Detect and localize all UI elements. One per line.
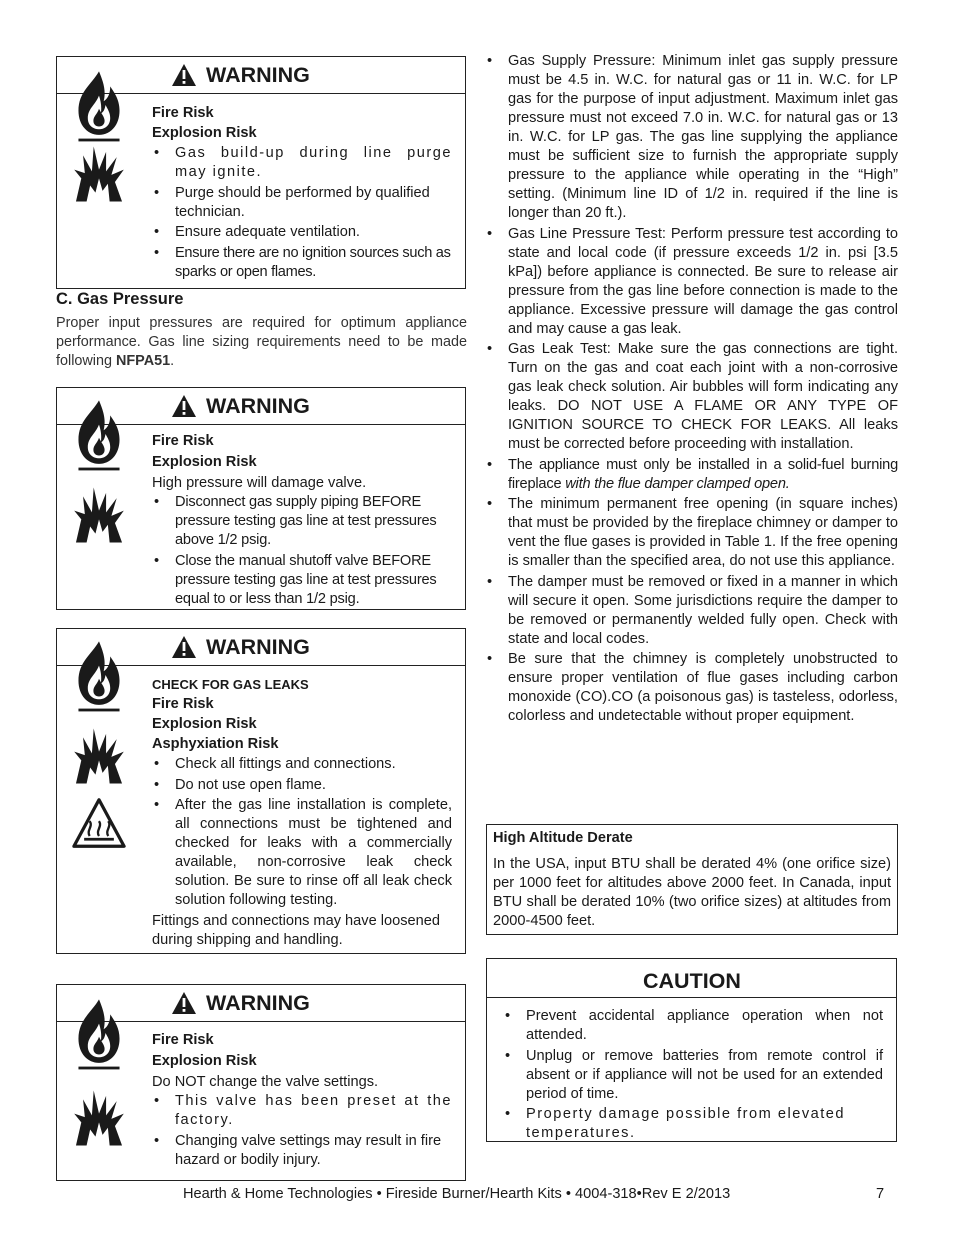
warning-title-text: WARNING [206, 991, 310, 1015]
high-altitude-box [486, 824, 898, 935]
nfpa-reference: NFPA51 [116, 353, 171, 369]
list-item: • The minimum permanent free opening (in square inches) that must be provided by the fireplace chimney or damper to vent the flue gases is provided in Table 1. If the free opening is smaller than the specified area, do not use this appliance. [485, 495, 898, 571]
warning-box-gas-leaks [56, 628, 466, 954]
warning-title [171, 393, 310, 419]
list-item: • Changing valve settings may result in fire hazard or bodily injury. [152, 1132, 452, 1170]
section-paragraph [56, 314, 467, 371]
warning-body [152, 675, 452, 950]
warning-box-valve [56, 984, 466, 1181]
high-altitude-text: In the USA, input BTU shall be derated 4% (one orifice size) per 1000 feet for altitudes above 2000 feet. In Canada, input BTU shall be derated 10% (two orifice sizes) at altitudes from 2000-4500 feet. [493, 856, 891, 929]
warning-triangle-icon [171, 635, 197, 659]
risk-asphyxiation: Asphyxiation Risk [152, 736, 279, 752]
list-item: • Purge should be performed by qualified technician. [152, 184, 452, 222]
list-item: • Unplug or remove batteries from remote control if absent or if appliance will not be used for an extended period of time. [503, 1047, 883, 1104]
list-item: • Property damage possible from elevated temperatures. [503, 1105, 883, 1143]
warning-body [152, 1031, 452, 1171]
hazard-icons [71, 637, 131, 849]
warning-intro: Do NOT change the valve settings. [152, 1074, 379, 1090]
fire-hazard-icon [71, 396, 127, 472]
paragraph-text: Proper input pressures are required for optimum appliance performance. Gas line sizing requirements need to be made following [56, 315, 467, 369]
warning-triangle-icon [171, 63, 197, 87]
section-heading: C. Gas Pressure [56, 290, 184, 308]
fire-hazard-icon [71, 637, 127, 713]
list-item: • Gas Line Pressure Test: Perform pressure test according to state and local code (if pressure exceeds 1/2 in. psi [3.5 kPa]) before appliance is connected. Be sure to release air pressure from the gas line before connection is made to the appliance. Excessive pressure will damage the gas control and may cause a gas leak. [485, 225, 898, 339]
list-item: • Gas build-up during line purge may ignite. [152, 144, 452, 182]
warning-box-purge [56, 56, 466, 289]
explosion-hazard-icon [71, 484, 127, 546]
caution-box [486, 958, 897, 1142]
warning-box-pressure [56, 387, 466, 610]
risk-fire: Fire Risk [152, 1032, 214, 1048]
warning-body [152, 432, 452, 610]
gas-requirements-list [485, 52, 898, 728]
hot-surface-icon [71, 797, 127, 849]
warning-triangle-icon [171, 991, 197, 1015]
caution-list [503, 1007, 883, 1145]
list-item-italic: with the flue damper clamped open. [565, 475, 790, 492]
risk-explosion: Explosion Risk [152, 1053, 257, 1069]
risk-fire: Fire Risk [152, 696, 214, 712]
high-altitude-title: High Altitude Derate [493, 830, 633, 846]
list-item: • After the gas line installation is complete, all connections must be tightened and checked for leaks with a commercially available, non-corrosive leak check solution. Be sure to rinse off all leak check solution following testing. [152, 796, 452, 910]
list-item: • The damper must be removed or fixed in a manner in which will secure it open. Some jurisdictions require the damper to be removed or permanently welded fully open. Check with state and local codes. [485, 573, 898, 649]
warning-title-text: WARNING [206, 635, 310, 659]
list-item: • Gas Leak Test: Make sure the gas connections are tight. Turn on the gas and coat each joint with a non-corrosive gas leak check solution. Air bubbles will form indicating any leaks. DO NOT USE A FLAME OR ANY TYPE OF IGNITION SOURCE TO CHECK FOR LEAKS. All leaks must be corrected before proceeding with installation. [485, 340, 898, 454]
warning-intro: High pressure will damage valve. [152, 475, 367, 491]
warning-title [171, 990, 310, 1016]
list-item: • Check all fittings and connections. [152, 755, 452, 774]
page-number: 7 [876, 1186, 885, 1202]
warning-body [152, 104, 452, 283]
fire-hazard-icon [71, 995, 127, 1071]
warning-title-text: WARNING [206, 394, 310, 418]
risk-explosion: Explosion Risk [152, 716, 257, 732]
warning-title [171, 62, 310, 88]
risk-fire: Fire Risk [152, 105, 214, 121]
list-item: • Gas Supply Pressure: Minimum inlet gas supply pressure must be 4.5 in. W.C. for natural gas or 11 in. W.C. for LP gas for the purpose of input adjustment. Maximum inlet gas pressure must not exceed 7.0 in. W.C. for natural gas or 13 in. W.C. for LP gas. The gas line supplying the appliance must be sufficient size to furnish the appropriate supply pressure to the appliance while operating in the “High” setting. (Minimum line ID of 1/2 in. required if the line is longer than 20 ft.). [485, 52, 898, 223]
warning-note: Fittings and connections may have loosened during shipping and handling. [152, 913, 440, 948]
list-item: • Do not use open flame. [152, 776, 452, 795]
list-item: • Disconnect gas supply piping BEFORE pressure testing gas line at test pressures above 1/2 psig. [152, 493, 452, 550]
list-item: • Ensure there are no ignition sources such as sparks or open flames. [152, 244, 452, 282]
list-item: • This valve has been preset at the factory. [152, 1092, 452, 1130]
warning-title-text: WARNING [206, 63, 310, 87]
hazard-icons [71, 995, 131, 1149]
risk-fire: Fire Risk [152, 433, 214, 449]
list-item: • Close the manual shutoff valve BEFORE pressure testing gas line at test pressures equal to or less than 1/2 psig. [152, 552, 452, 609]
warning-title [171, 634, 310, 660]
caution-header [487, 959, 896, 998]
check-gas-leaks-label: CHECK FOR GAS LEAKS [152, 677, 309, 692]
list-item-text: The appliance must only be installed in a solid-fuel burning fireplace [508, 456, 898, 492]
risk-explosion: Explosion Risk [152, 125, 257, 141]
explosion-hazard-icon [71, 143, 127, 205]
paragraph-end: . [170, 353, 175, 369]
explosion-hazard-icon [71, 725, 127, 787]
warning-triangle-icon [171, 394, 197, 418]
list-item: • Prevent accidental appliance operation when not attended. [503, 1007, 883, 1045]
list-item: • Be sure that the chimney is completely unobstructed to ensure proper ventilation of flue gases including carbon monoxide (CO).CO (a poisonous gas) is tasteless, odorless, colorless and undetectable without proper equipment. [485, 650, 898, 726]
list-item [485, 456, 898, 494]
explosion-hazard-icon [71, 1087, 127, 1149]
hazard-icons [71, 396, 131, 546]
caution-title: CAUTION [643, 969, 741, 993]
fire-hazard-icon [71, 67, 127, 143]
list-item: • Ensure adequate ventilation. [152, 223, 452, 242]
risk-explosion: Explosion Risk [152, 454, 257, 470]
page-footer: Hearth & Home Technologies • Fireside Burner/Hearth Kits • 4004-318•Rev E 2/2013 [183, 1186, 731, 1202]
hazard-icons [71, 67, 131, 205]
